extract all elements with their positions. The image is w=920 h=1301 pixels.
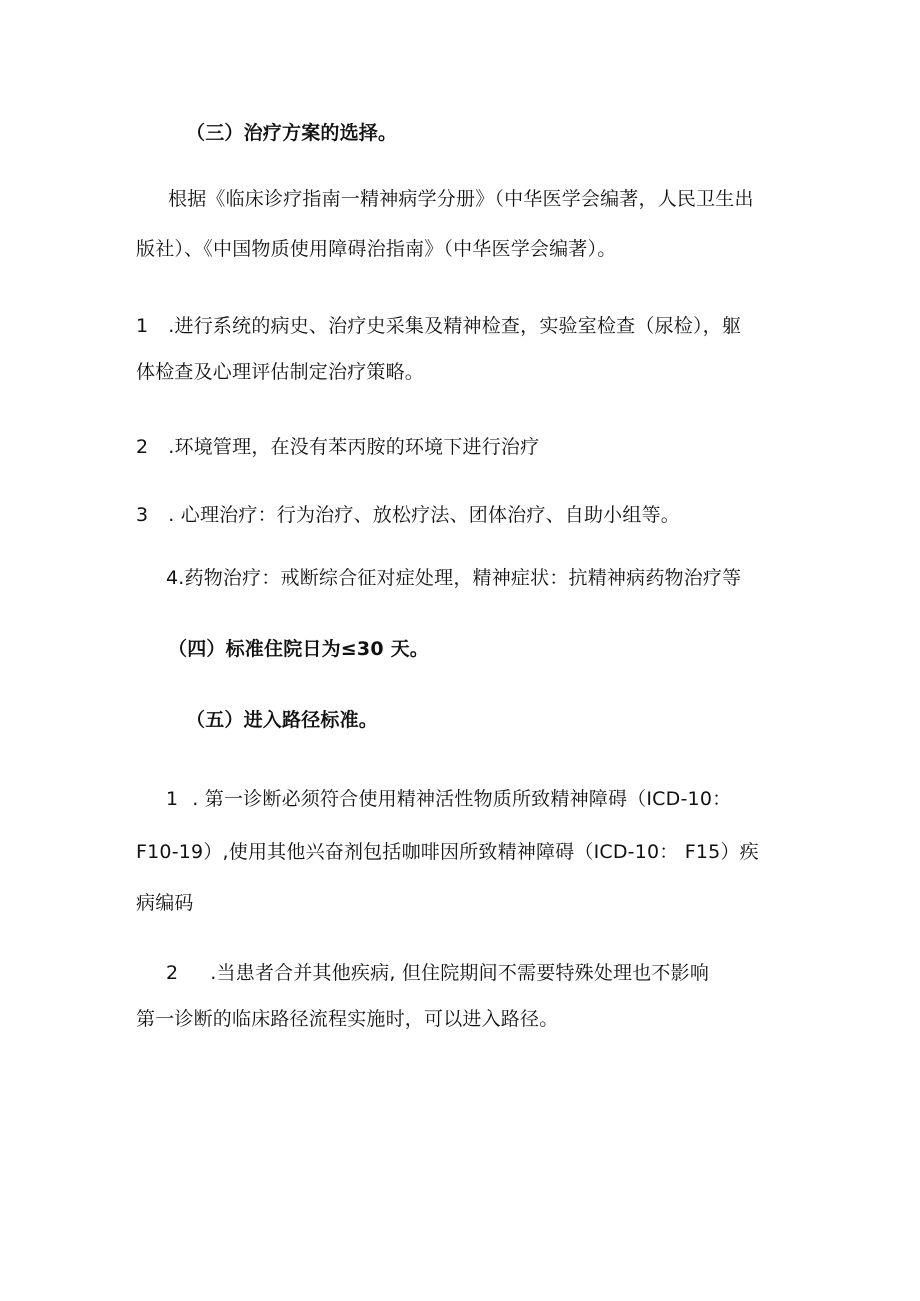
criterion-1-line-3: 病编码 bbox=[136, 892, 194, 914]
item-1-line-2: 体检查及心理评估制定治疗策略。 bbox=[136, 361, 425, 383]
item-2-text: .环境管理，在没有苯丙胺的环境下进行治疗 bbox=[168, 436, 540, 458]
basis-paragraph-line-1: 根据《临床诊疗指南一精神病学分册》（中华医学会编著，人民卫生出 bbox=[168, 188, 754, 210]
item-3-number: 3 bbox=[136, 504, 149, 526]
criterion-1-number: 1 bbox=[166, 788, 179, 810]
criterion-2-line-2: 第一诊断的临床路径流程实施时，可以进入路径。 bbox=[136, 1008, 559, 1030]
criterion-2-line-1 bbox=[166, 961, 709, 985]
item-4: 4.药物治疗：戒断综合征对症处理，精神症状：抗精神病药物治疗等 bbox=[166, 567, 742, 589]
item-2-number: 2 bbox=[136, 436, 149, 458]
item-3-text: . 心理治疗：行为治疗、放松疗法、团体治疗、自助小组等。 bbox=[168, 504, 680, 526]
criterion-1-line-1 bbox=[166, 787, 731, 811]
criterion-2-text: .当患者合并其他疾病, 但住院期间不需要特殊处理也不影响 bbox=[210, 962, 710, 984]
item-3 bbox=[136, 503, 680, 527]
criterion-2-number: 2 bbox=[166, 962, 179, 984]
criterion-1-line-2: F10-19）,使用其他兴奋剂包括咖啡因所致精神障碍（ICD-10： F15）疾 bbox=[136, 841, 759, 863]
item-1-line-1 bbox=[136, 314, 741, 338]
item-1-number: 1 bbox=[136, 315, 149, 337]
item-1-text: .进行系统的病史、治疗史采集及精神检查，实验室检查（尿检），躯 bbox=[168, 315, 742, 337]
section-4-heading: （四）标准住院日为≤30 天。 bbox=[168, 638, 429, 660]
basis-paragraph-line-2: 版社）、《中国物质使用障碍治指南》（中华医学会编著）。 bbox=[136, 238, 617, 260]
item-2 bbox=[136, 435, 539, 459]
section-3-heading: （三）治疗方案的选择。 bbox=[186, 122, 398, 144]
criterion-1-text: . 第一诊断必须符合使用精神活性物质所致精神障碍（ICD-10： bbox=[192, 788, 732, 810]
section-5-heading: （五）进入路径标准。 bbox=[186, 709, 379, 731]
